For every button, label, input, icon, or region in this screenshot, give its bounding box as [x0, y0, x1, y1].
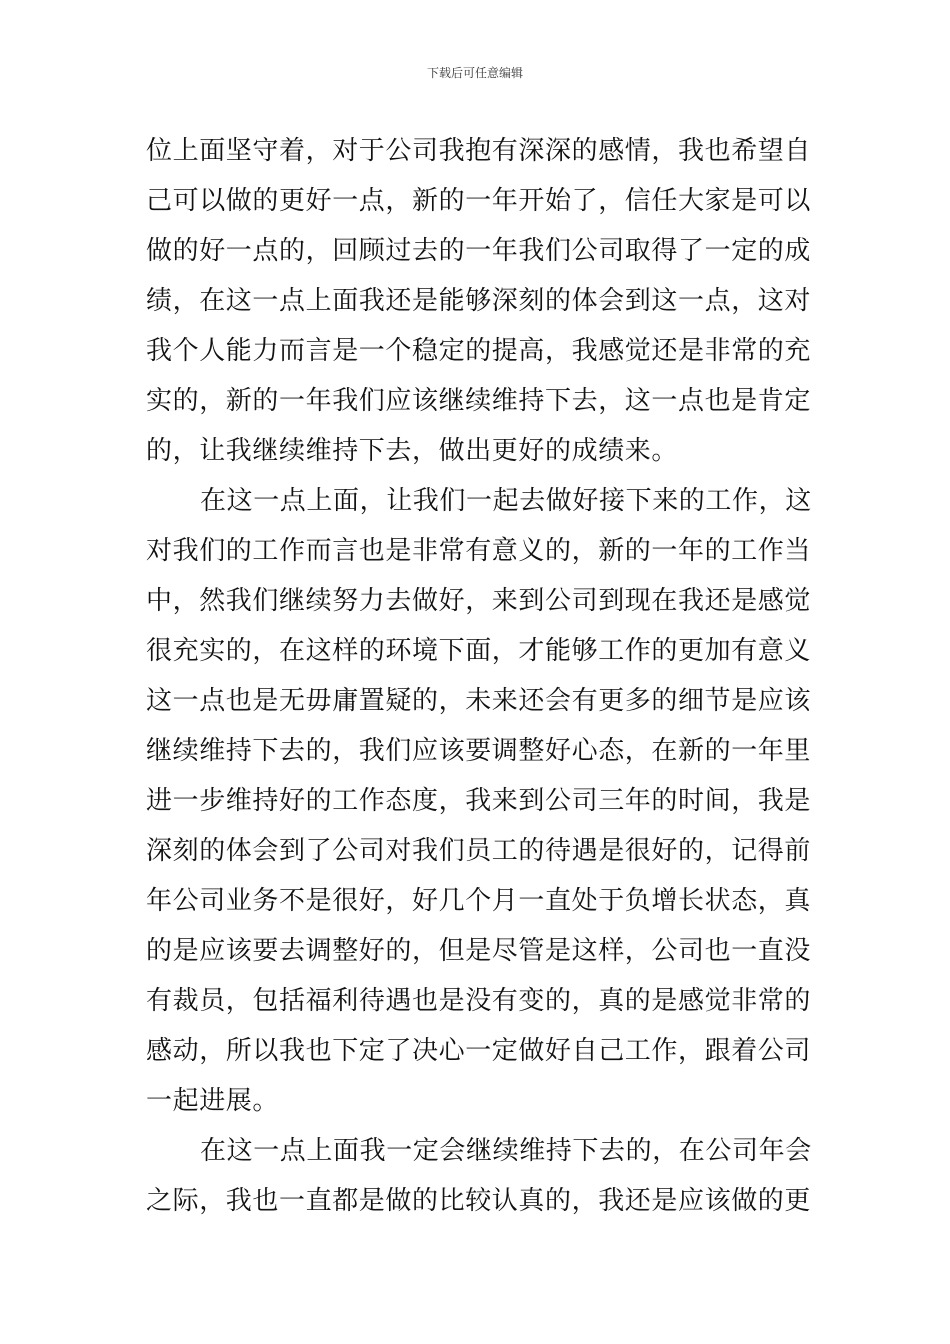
text-line: 继续维持下去的，我们应该要调整好心态，在新的一年里 — [146, 736, 812, 766]
text-line: 一起进展。 — [146, 1086, 280, 1116]
text-line: 实的，新的一年我们应该继续维持下去，这一点也是肯定 — [146, 386, 812, 416]
text-line: 进一步维持好的工作态度，我来到公司三年的时间，我是 — [146, 786, 812, 816]
text-line: 年公司业务不是很好，好几个月一直处于负增长状态，真 — [146, 886, 812, 916]
text-line: 己可以做的更好一点，新的一年开始了，信任大家是可以 — [146, 186, 812, 216]
document-body — [146, 126, 812, 1226]
text-line: 中，然我们继续努力去做好，来到公司到现在我还是感觉 — [146, 586, 812, 616]
text-line: 我个人能力而言是一个稳定的提高，我感觉还是非常的充 — [146, 336, 812, 366]
text-line: 对我们的工作而言也是非常有意义的，新的一年的工作当 — [146, 536, 812, 566]
text-line: 这一点也是无毋庸置疑的，未来还会有更多的细节是应该 — [146, 686, 812, 716]
text-line: 感动，所以我也下定了决心一定做好自己工作，跟着公司 — [146, 1036, 812, 1066]
page-header: 下载后可任意编辑 — [426, 66, 523, 80]
text-line: 很充实的，在这样的环境下面，才能够工作的更加有意义 — [146, 636, 812, 666]
text-line: 位上面坚守着，对于公司我抱有深深的感情，我也希望自 — [146, 136, 812, 166]
text-line: 有裁员，包括福利待遇也是没有变的，真的是感觉非常的 — [146, 986, 812, 1016]
paragraph-3 — [146, 1126, 812, 1226]
text-line: 在这一点上面，让我们一起去做好接下来的工作，这 — [200, 486, 812, 516]
paragraph-1 — [146, 126, 812, 476]
text-line: 绩，在这一点上面我还是能够深刻的体会到这一点，这对 — [146, 286, 812, 316]
text-line: 之际，我也一直都是做的比较认真的，我还是应该做的更 — [146, 1186, 812, 1216]
paragraph-2 — [146, 476, 812, 1126]
text-line: 的是应该要去调整好的，但是尽管是这样，公司也一直没 — [146, 936, 812, 966]
text-line: 深刻的体会到了公司对我们员工的待遇是很好的，记得前 — [146, 836, 812, 866]
text-line: 在这一点上面我一定会继续维持下去的，在公司年会 — [200, 1136, 812, 1166]
text-line: 的，让我继续维持下去，做出更好的成绩来。 — [146, 436, 679, 466]
text-line: 做的好一点的，回顾过去的一年我们公司取得了一定的成 — [146, 236, 812, 266]
